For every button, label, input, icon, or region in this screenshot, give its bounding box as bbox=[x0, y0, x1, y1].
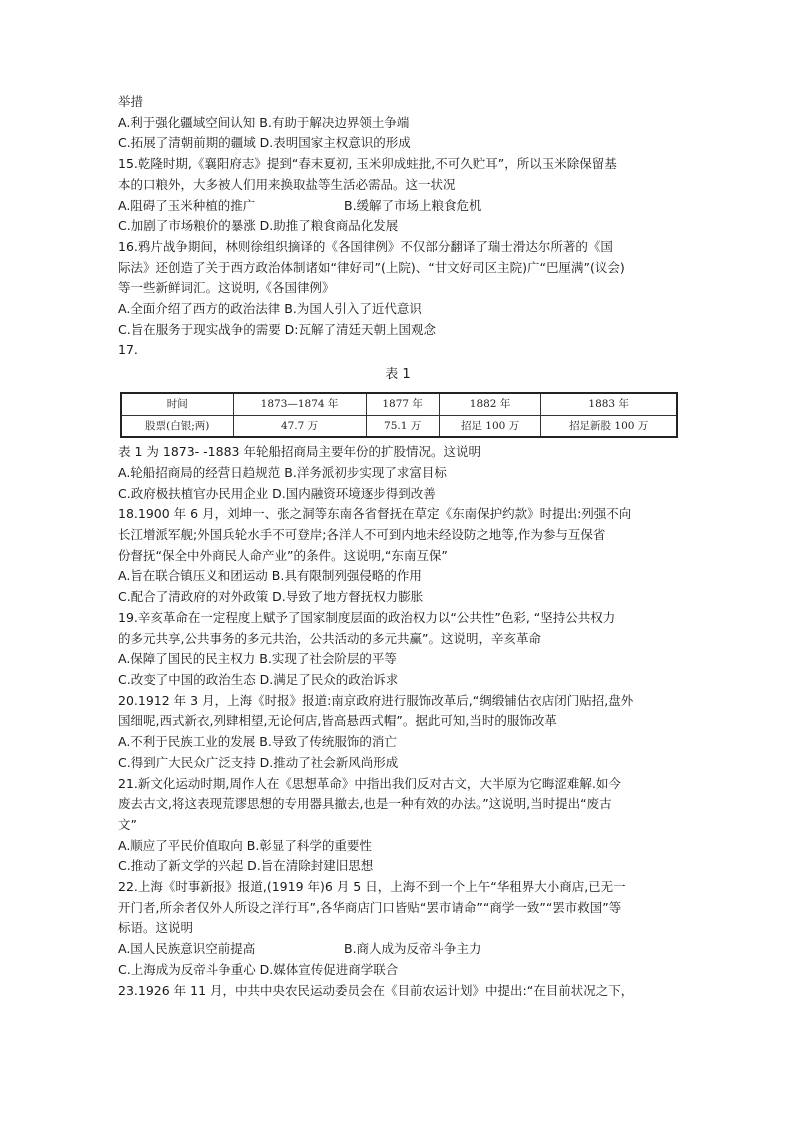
table-title: 表 1 bbox=[385, 367, 411, 383]
q15-option-a: A.阻碍了玉米种植的推广 bbox=[118, 197, 256, 213]
q17-number: 17. bbox=[118, 342, 138, 358]
q22-stem: 开门者,所余者仅外人所设之洋行耳”,各华商店门口皆贴“罢市请命”“商学一致”“罢市救国”等 bbox=[118, 899, 622, 915]
table-header-cell: 股票(白银;两) bbox=[121, 415, 233, 437]
q16-stem: 际法》还创造了关于西方政治体制诸如“律好司”(上院)、“甘文好司区主院)广“巴厘满”(议会) bbox=[118, 259, 625, 275]
q22-option-b: B.商人成为反帝斗争主力 bbox=[344, 941, 482, 957]
q15-stem: 15.乾隆时期,《襄阳府志》提到“春末夏初, 玉米卯成蛀批,不可久贮耳”，所以玉米除保留基 bbox=[118, 156, 617, 172]
q22-option-a: A.国人民族意识空前提高 bbox=[118, 941, 256, 957]
q14-options-ab: A.利于强化疆域空间认知 B.有助于解决边界领土争端 bbox=[118, 114, 410, 130]
exam-page bbox=[118, 92, 678, 1001]
q19-stem: 的多元共享,公共事务的多元共治，公共活动的多元共赢”。这说明，辛亥革命 bbox=[118, 630, 541, 646]
table-cell: 1877 年 bbox=[366, 393, 439, 415]
q22-stem: 22.上海《时事新报》报道,(1919 年)6 月 5 日，上海不到一个上午“华租界大小商店,已无一 bbox=[118, 879, 626, 895]
q16-stem: 16.鸦片战争期间，林则徐组织摘译的《各国律例》不仅部分翻译了瑞士滑达尔所著的《国 bbox=[118, 238, 613, 254]
q21-stem: 文” bbox=[118, 816, 137, 832]
q17-stem: 表 1 为 1873- -1883 年轮船招商局主要年份的扩股情况。这说明 bbox=[118, 444, 481, 460]
table-cell: 75.1 万 bbox=[366, 415, 439, 437]
q16-stem: 等一些新鲜词汇。这说明,《各国律例》 bbox=[118, 280, 335, 296]
q18-options-ab: A.旨在联合镇压义和团运动 B.具有限制列强侵略的作用 bbox=[118, 568, 422, 584]
q19-options-cd: C.改变了中国的政治生态 D.满足了民众的政治诉求 bbox=[118, 671, 399, 687]
table-cell: 47.7 万 bbox=[233, 415, 366, 437]
table-cell: 1882 年 bbox=[439, 393, 541, 415]
q20-stem: 20.1912 年 3 月，上海《时报》报道:南京政府进行服饰改革后,“绸缎铺估衣店闭门贴招,盘外 bbox=[118, 692, 634, 708]
table-cell: 招足新股 100 万 bbox=[541, 415, 677, 437]
q20-stem: 国细呢,西式新衣,列肆相望,无论何店,皆高悬西式帽”。据此可知,当时的服饰改革 bbox=[118, 713, 557, 729]
q21-options-cd: C.推动了新文学的兴起 D.旨在清除封建旧思想 bbox=[118, 858, 374, 874]
table-header-cell: 时间 bbox=[121, 393, 233, 415]
q22-stem: 标语。这说明 bbox=[118, 920, 194, 936]
share-table bbox=[120, 392, 678, 438]
q23-stem: 23.1926 年 11 月，中共中央农民运动委员会在《目前农运计划》中提出:“在目前状况之下， bbox=[118, 982, 634, 998]
q16-options-cd: C.旨在服务于现实战争的需要 D:瓦解了清廷天朝上国观念 bbox=[118, 321, 437, 337]
q21-options-ab: A.顺应了平民价值取向 B.彰显了科学的重要性 bbox=[118, 837, 372, 853]
q15-stem: 本的口粮外，大多被人们用来换取盐等生活必需品。这一状况 bbox=[118, 176, 456, 192]
table-cell: 招足 100 万 bbox=[439, 415, 541, 437]
q19-stem: 19.辛亥革命在一定程度上赋予了国家制度层面的政治权力以“公共性”色彩, “坚持公共权力 bbox=[118, 609, 616, 625]
q15-options-ab bbox=[118, 196, 678, 217]
table-cell: 1883 年 bbox=[541, 393, 677, 415]
q15-option-b: B.缓解了市场上粮食危机 bbox=[344, 197, 482, 213]
q21-stem: 21.新文化运动时期,周作人在《思想革命》中指出我们反对古文，大半原为它晦涩难解.如今 bbox=[118, 775, 621, 791]
q15-options-cd: C.加剧了市场粮价的暴涨 D.助推了粮食商品化发展 bbox=[118, 218, 399, 234]
q16-options-ab: A.全面介绍了西方的政治法律 B.为国人引入了近代意识 bbox=[118, 301, 422, 317]
q14-options-cd: C.拓展了清朝前期的疆域 D.表明国家主权意识的形成 bbox=[118, 135, 411, 151]
q22-options-ab bbox=[118, 939, 678, 960]
table-row bbox=[121, 393, 677, 415]
q22-options-cd: C.上海成为反帝斗争重心 D.媒体宣传促进商学联合 bbox=[118, 961, 399, 977]
q18-stem: 长江增派军舰;外国兵轮水手不可登岸;各洋人不可到内地未经设防之地等,作为参与互保省 bbox=[118, 527, 606, 543]
q20-options-ab: A.不利于民族工业的发展 B.导致了传统服饰的消亡 bbox=[118, 734, 397, 750]
q21-stem: 废去古文,将这表现荒谬思想的专用器具撤去,也是一种有效的办法。”这说明,当时提出“废古 bbox=[118, 796, 612, 812]
table-row bbox=[121, 415, 677, 437]
text-line: 举措 bbox=[118, 94, 144, 109]
table-cell: 1873—1874 年 bbox=[233, 393, 366, 415]
q18-options-cd: C.配合了清政府的对外政策 D.导致了地方督抚权力膨胀 bbox=[118, 589, 424, 605]
q17-options-ab: A.轮船招商局的经营日趋规范 B.洋务派初步实现了求富目标 bbox=[118, 464, 447, 480]
q18-stem: 份督抚“保全中外商民人命产业”的条件。这说明,“东南互保” bbox=[118, 547, 448, 563]
q20-options-cd: C.得到广大民众广泛支持 D.推动了社会新风尚形成 bbox=[118, 754, 399, 770]
q18-stem: 18.1900 年 6 月，刘坤一、张之洞等东南各省督抚在草定《东南保护约款》时提出:列强不向 bbox=[118, 506, 632, 522]
q17-options-cd: C.政府极扶植官办民用企业 D.国内融资环境逐步得到改善 bbox=[118, 485, 436, 501]
q19-options-ab: A.保障了国民的民主权力 B.实现了社会阶层的平等 bbox=[118, 651, 397, 667]
